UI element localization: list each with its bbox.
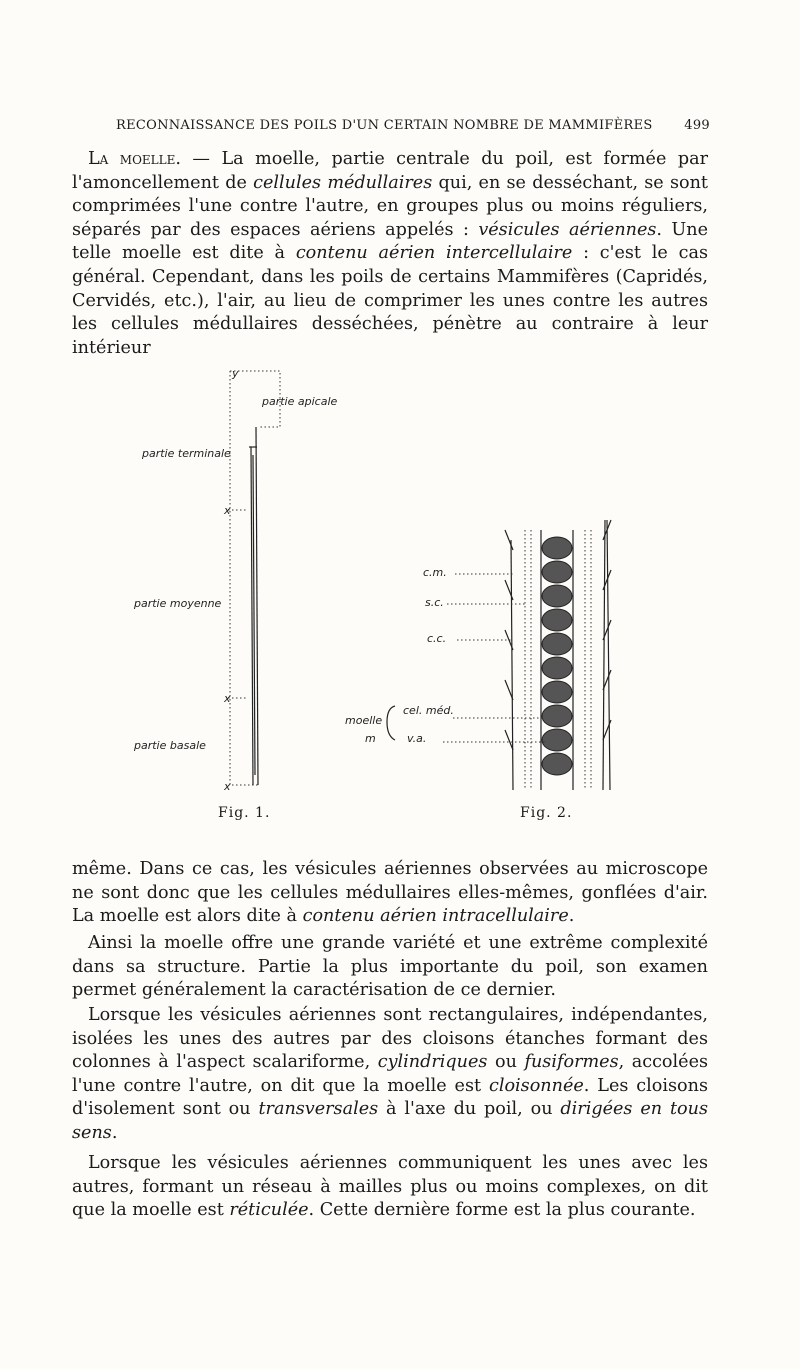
label-moelle: moelle [345,714,383,727]
label-sc: s.c. [425,596,444,609]
section-lead: La moelle. [88,149,181,169]
paragraph-moelle-intro: La moelle. — La moelle, partie centrale du poil, est formée par l'amoncellement de cellules médullaires qui, en se desséchant, se sont comprimées l'une contre l'autre, en groupes plus ou moins réguliers, séparés par des espaces aériens appelés : vésicules aériennes. Une telle moelle est dite à contenu aérien intercellulaire : c'est le cas général. Cependant, dans les poils de certains Mammifères (Capridés, Cervidés, etc.), l'air, au lieu de comprimer les unes contre les autres les cellules médullaires desséchées, pénètre au contraire à leur intérieur [72,149,708,358]
term-cylindriques: cylindriques [377,1052,488,1073]
svg-text:x: x [224,780,231,793]
svg-text:x: x [224,692,231,705]
label-cc: c.c. [427,632,447,645]
paragraph-reticulee: Lorsque les vésicules aériennes communiquent les unes avec les autres, formant un réseau à mailles plus ou moins complexes, on dit que la moelle est réticulée. Cette dernière forme est la plus courante. [72,1153,708,1221]
figure-1-hair-diagram [120,365,338,805]
medullary-cells [542,537,572,775]
figure-2-caption: Fig. 2. [520,805,573,821]
paragraph-intracellulaire: même. Dans ce cas, les vésicules aériennes observées au microscope ne sont donc que les cellules médullaires elles-mêmes, gonflées d'air. La moelle est alors dite à contenu aérien intracellulaire. [72,859,708,927]
running-title: RECONNAISSANCE DES POILS D'UN CERTAIN NOMBRE DE MAMMIFÈRES [116,118,653,133]
term-cloisonnee: cloisonnée [488,1075,584,1096]
term-intracellulaire: contenu aérien intracellulaire [302,906,569,927]
term-fusiformes: fusiformes [524,1052,619,1073]
running-header [116,118,710,133]
label-cm: c.m. [423,566,447,579]
term-transversales: transversales [258,1099,379,1120]
svg-text:x: x [224,504,231,517]
label-va: v.a. [407,732,427,745]
term-reticulee: réticulée [229,1200,309,1221]
term-vesicules-aeriennes: vésicules aériennes [478,219,657,240]
label-partie-apicale: partie apicale [262,395,338,408]
label-m: m [365,732,376,745]
paragraph-complexite: Ainsi la moelle offre une grande variété et une extrême complexité dans sa structure. Partie la plus importante du poil, son examen permet généralement la caractérisation de ce dernier. [72,933,708,1001]
svg-text:y: y [232,367,239,380]
paragraph-cloisonnee: Lorsque les vésicules aériennes sont rectangulaires, indépendantes, isolées les unes des autres par des cloisons étanches formant des colonnes à l'aspect scalariforme, cylindriques ou fusiformes, accolées l'une contre l'autre, on dit que la moelle est cloisonnée. Les cloisons d'isolement sont ou transversales à l'axe du poil, ou dirigées en tous sens. [72,1005,709,1143]
label-partie-terminale: partie terminale [142,447,231,460]
figure-2-medulla-diagram [335,510,635,800]
label-cel-med: cel. méd. [403,704,454,717]
page-number: 499 [684,118,710,133]
label-partie-basale: partie basale [134,739,206,752]
figure-1-caption: Fig. 1. [218,805,271,821]
term-dirigees-en-tous-sens: dirigées en tous sens [72,1099,708,1143]
label-partie-moyenne: partie moyenne [134,597,222,610]
term-intercellulaire: contenu aérien intercellulaire [295,243,573,264]
term-cellules-medullaires: cellules médullaires [253,172,433,193]
